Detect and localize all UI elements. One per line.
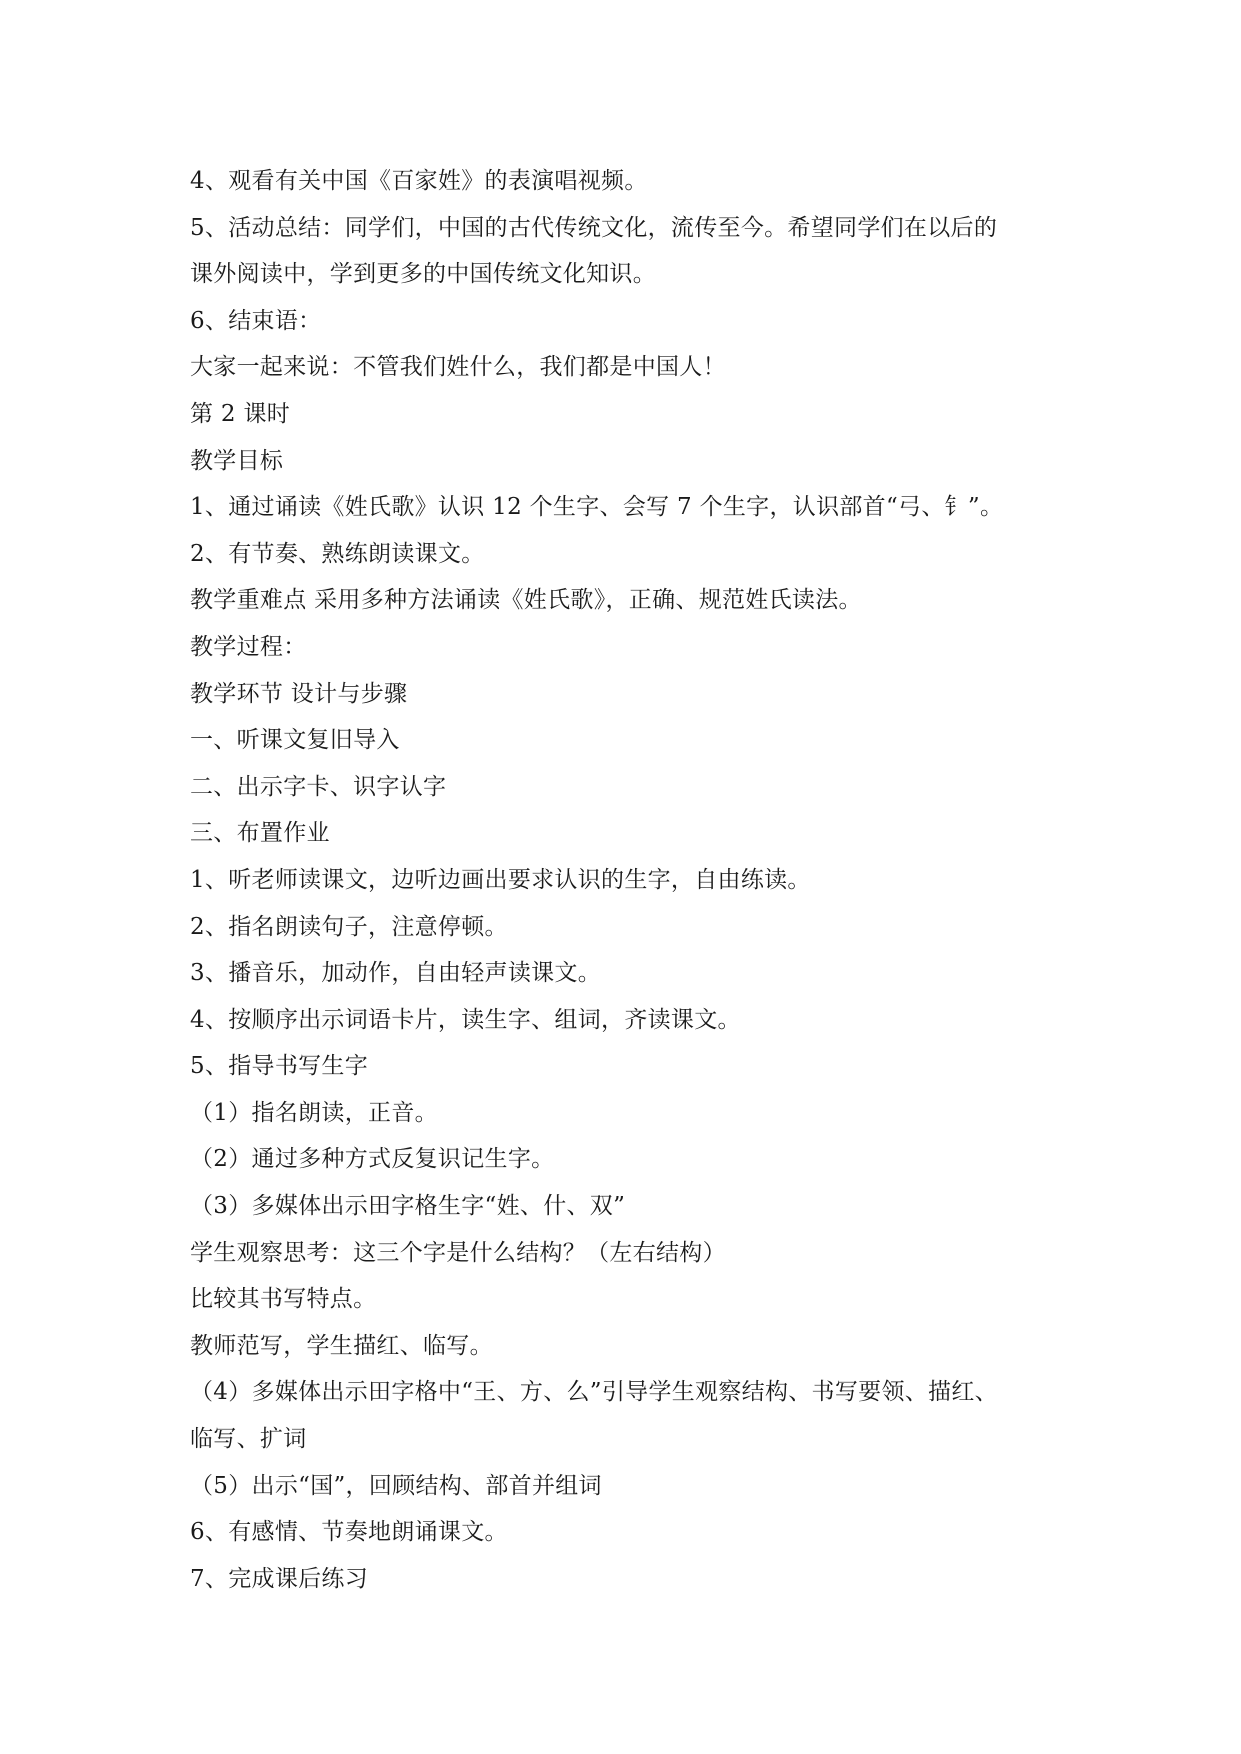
- text-line: 学生观察思考：这三个字是什么结构？（左右结构）: [190, 1239, 726, 1266]
- text-line: 教学重难点 采用多种方法诵读《姓氏歌》，正确、规范姓氏读法。: [190, 587, 862, 614]
- text-line: 教学环节 设计与步骤: [190, 680, 408, 707]
- text-line: 6、结束语：: [190, 307, 322, 334]
- section-heading: 第 2 课时: [190, 400, 291, 427]
- text-line: 教师范写，学生描红、临写。: [190, 1332, 493, 1359]
- text-line: （5）出示“国”，回顾结构、部首并组词: [190, 1472, 602, 1499]
- text-line: 比较其书写特点。: [190, 1286, 377, 1313]
- text-line: （4）多媒体出示田字格中“王、方、么”引导学生观察结构、书写要领、描红、: [190, 1379, 998, 1406]
- text-line: 三、布置作业: [190, 820, 330, 847]
- subsection-heading: 教学目标: [190, 447, 284, 474]
- subsection-heading: 教学过程：: [190, 633, 307, 660]
- text-line: 4、观看有关中国《百家姓》的表演唱视频。: [190, 168, 648, 194]
- text-line: （1）指名朗读，正音。: [190, 1099, 438, 1126]
- text-line: 5、活动总结：同学们，中国的古代传统文化，流传至今。希望同学们在以后的: [190, 214, 998, 241]
- text-line: 二、出示字卡、识字认字: [190, 773, 447, 800]
- text-line: 4、按顺序出示词语卡片，读生字、组词，齐读课文。: [190, 1006, 741, 1033]
- text-line: 课外阅读中，学到更多的中国传统文化知识。: [190, 261, 656, 288]
- text-line: 1、听老师读课文，边听边画出要求认识的生字，自由练读。: [190, 866, 811, 893]
- text-line: 5、指导书写生字: [190, 1053, 369, 1080]
- text-line: （2）通过多种方式反复识记生字。: [190, 1146, 555, 1173]
- text-line: （3）多媒体出示田字格生字“姓、什、双”: [190, 1193, 626, 1220]
- text-line: 大家一起来说：不管我们姓什么，我们都是中国人！: [190, 354, 726, 381]
- text-line: 1、通过诵读《姓氏歌》认识 12 个生字、会写 7 个生字，认识部首“弓、钅”。: [190, 494, 1004, 521]
- text-line: 一、听课文复旧导入: [190, 727, 400, 754]
- text-line: 2、指名朗读句子，注意停顿。: [190, 913, 508, 940]
- text-line: 3、播音乐，加动作，自由轻声读课文。: [190, 960, 602, 987]
- text-line: 2、有节奏、熟练朗读课文。: [190, 540, 485, 567]
- document-body: [190, 158, 1090, 1602]
- text-line: 6、有感情、节奏地朗诵课文。: [190, 1519, 508, 1546]
- text-line: 临写、扩词: [190, 1426, 307, 1453]
- text-line: 7、完成课后练习: [190, 1565, 369, 1592]
